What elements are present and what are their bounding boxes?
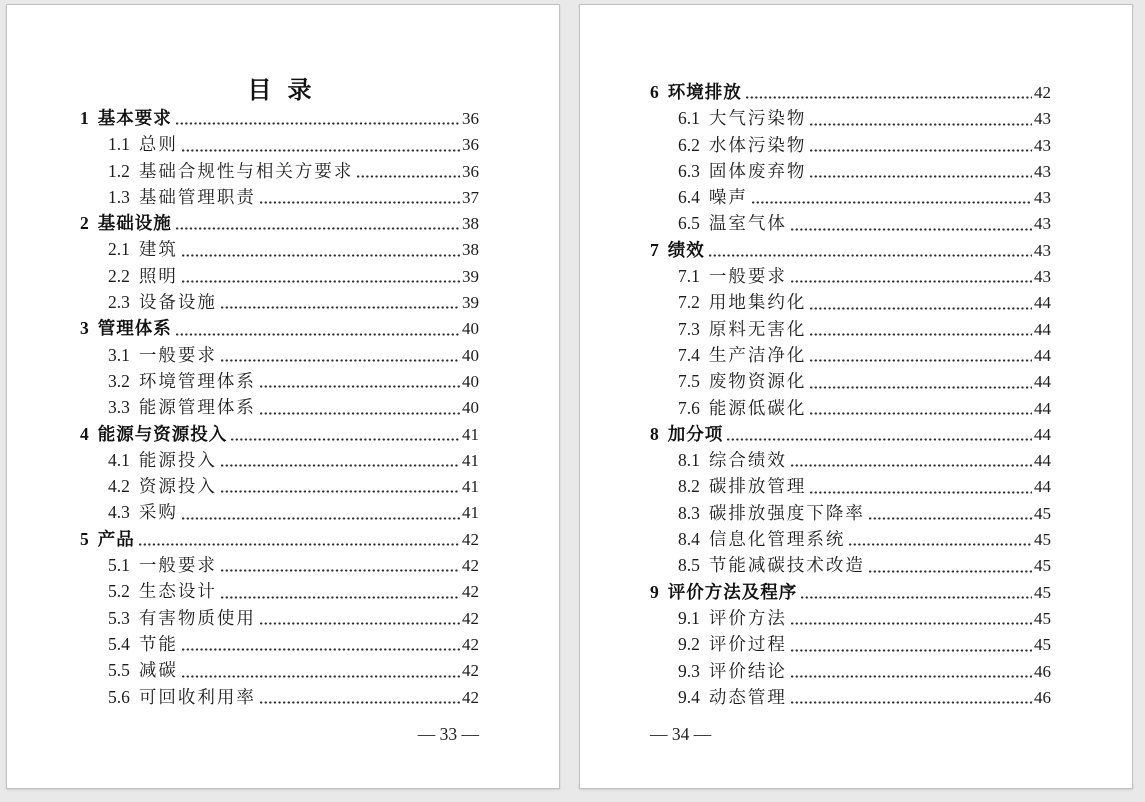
toc-entry-number: 5.6 <box>108 686 130 707</box>
toc-entry-number: 5 <box>80 528 89 549</box>
toc-entry[interactable] <box>650 473 1051 499</box>
toc-entry[interactable] <box>650 210 1051 236</box>
toc-entry[interactable] <box>650 158 1051 184</box>
dot-leader <box>791 684 1032 710</box>
toc-entry-label: 综合绩效 <box>708 450 787 471</box>
toc-entry-label: 固体废弃物 <box>708 160 807 181</box>
dot-leader <box>810 132 1032 158</box>
toc-entry-page: 36 <box>462 109 479 128</box>
toc-entry-number: 9 <box>650 581 659 602</box>
toc-entry-number: 1.1 <box>108 134 130 155</box>
dot-leader <box>182 263 460 289</box>
toc-entry-page: 46 <box>1034 661 1051 681</box>
toc-entry-label: 信息化管理系统 <box>708 529 846 550</box>
toc-entry-number: 4.1 <box>108 449 130 470</box>
dot-leader <box>260 184 460 210</box>
toc-entry-label: 基础合规性与相关方要求 <box>138 160 354 181</box>
toc-entry-number: 1.2 <box>108 160 130 181</box>
toc-entry-page: 44 <box>1034 424 1051 444</box>
toc-entry-number: 6.3 <box>678 160 700 181</box>
dot-leader <box>176 210 460 236</box>
dot-leader <box>791 263 1032 289</box>
toc-entry[interactable] <box>650 342 1051 368</box>
toc-entry[interactable] <box>80 158 479 184</box>
toc-entry-page: 41 <box>462 450 479 470</box>
toc-list-right <box>650 79 1051 710</box>
toc-entry-label: 一般要求 <box>138 555 217 576</box>
toc-entry-label: 能源与资源投入 <box>97 423 228 444</box>
toc-entry[interactable] <box>650 105 1051 131</box>
dot-leader <box>221 447 460 473</box>
dot-leader <box>810 289 1032 315</box>
toc-entry-page: 42 <box>462 634 479 654</box>
toc-entry-number: 2.2 <box>108 265 130 286</box>
dot-leader <box>810 395 1032 421</box>
toc-entry-page: 45 <box>1034 503 1051 523</box>
toc-entry-label: 评价结论 <box>708 660 787 681</box>
toc-entry-label: 减碳 <box>138 660 178 681</box>
toc-entry-page: 42 <box>462 608 479 628</box>
dot-leader <box>709 237 1032 263</box>
toc-entry-number: 7.6 <box>678 397 700 418</box>
dot-leader <box>801 579 1032 605</box>
toc-entry-label: 原料无害化 <box>708 318 807 339</box>
toc-entry-label: 能源投入 <box>138 449 217 470</box>
dot-leader <box>810 105 1032 131</box>
toc-entry-label: 基本要求 <box>97 108 172 128</box>
toc-entry[interactable] <box>650 552 1051 578</box>
toc-entry-label: 温室气体 <box>708 213 787 234</box>
toc-entry-label: 废物资源化 <box>708 371 807 392</box>
toc-entry-number: 7.1 <box>678 266 700 287</box>
toc-entry-page: 36 <box>462 161 479 181</box>
toc-entry-page: 44 <box>1034 293 1051 313</box>
dot-leader <box>791 447 1032 473</box>
toc-entry-label: 动态管理 <box>708 686 787 707</box>
toc-entry-page: 45 <box>1034 556 1051 576</box>
dot-leader <box>869 500 1032 526</box>
toc-entry-label: 碳排放强度下降率 <box>708 502 865 523</box>
dot-leader <box>810 316 1032 342</box>
toc-entry[interactable] <box>80 105 479 131</box>
dot-leader <box>869 552 1032 578</box>
toc-entry-number: 4.2 <box>108 476 130 497</box>
toc-entry-page: 40 <box>462 371 479 391</box>
toc-entry[interactable] <box>650 421 1051 447</box>
page-33 <box>6 4 560 789</box>
toc-entry-page: 44 <box>1034 319 1051 339</box>
toc-entry-page: 41 <box>462 424 479 444</box>
toc-entry-label: 基础管理职责 <box>138 186 256 207</box>
toc-entry-label: 环境排放 <box>667 82 742 102</box>
toc-entry-label: 一般要求 <box>138 344 217 365</box>
toc-entry-label: 环境管理体系 <box>138 370 256 391</box>
toc-entry-page: 40 <box>462 398 479 418</box>
toc-entry[interactable] <box>80 394 479 420</box>
dot-leader <box>221 289 460 315</box>
dot-leader <box>752 184 1032 210</box>
toc-entry-label: 加分项 <box>667 423 724 444</box>
toc-entry[interactable] <box>650 368 1051 394</box>
toc-entry-number: 7.5 <box>678 371 700 392</box>
dot-leader <box>260 605 460 631</box>
toc-entry[interactable] <box>650 684 1051 710</box>
dot-leader <box>260 368 460 394</box>
toc-entry-number: 1.3 <box>108 186 130 207</box>
toc-entry-page: 43 <box>1034 214 1051 234</box>
toc-entry-label: 水体污染物 <box>708 134 807 155</box>
toc-entry-number: 6 <box>650 82 659 102</box>
toc-entry-page: 45 <box>1034 530 1051 550</box>
dot-leader <box>182 236 460 262</box>
toc-entry-label: 大气污染物 <box>708 108 807 129</box>
toc-entry-label: 节能减碳技术改造 <box>708 555 865 576</box>
toc-entry[interactable] <box>80 342 479 368</box>
toc-entry-page: 45 <box>1034 635 1051 655</box>
dot-leader <box>260 684 460 710</box>
toc-entry-label: 可回收利用率 <box>138 686 256 707</box>
toc-entry-label: 生产洁净化 <box>708 344 807 365</box>
toc-entry-page: 38 <box>462 214 479 234</box>
toc-entry[interactable] <box>80 684 479 710</box>
toc-entry-label: 评价方法 <box>708 607 787 628</box>
toc-entry[interactable] <box>80 578 479 604</box>
toc-entry-number: 5.3 <box>108 607 130 628</box>
toc-entry-label: 生态设计 <box>138 581 217 602</box>
dot-leader <box>746 79 1032 105</box>
toc-entry[interactable] <box>650 658 1051 684</box>
dot-leader <box>182 657 460 683</box>
toc-entry-label: 总则 <box>138 134 178 155</box>
toc-entry-number: 5.4 <box>108 633 130 654</box>
toc-entry[interactable] <box>80 236 479 262</box>
dot-leader <box>176 315 460 341</box>
toc-entry[interactable] <box>650 605 1051 631</box>
toc-entry-number: 9.2 <box>678 634 700 655</box>
dot-leader <box>231 421 460 447</box>
toc-entry-number: 8.5 <box>678 555 700 576</box>
toc-entry-page: 42 <box>462 556 479 576</box>
toc-entry-number: 5.2 <box>108 581 130 602</box>
dot-leader <box>810 158 1032 184</box>
toc-entry-number: 3 <box>80 318 89 339</box>
toc-entry[interactable] <box>80 631 479 657</box>
toc-entry[interactable] <box>80 210 479 236</box>
toc-entry-label: 有害物质使用 <box>138 607 256 628</box>
toc-entry-number: 8 <box>650 423 659 444</box>
toc-entry-number: 9.4 <box>678 686 700 707</box>
toc-entry-label: 采购 <box>138 502 178 523</box>
toc-entry[interactable] <box>80 526 479 552</box>
toc-title: 目 录 <box>247 78 312 104</box>
toc-entry-page: 43 <box>1034 267 1051 287</box>
toc-entry-number: 8.4 <box>678 529 700 550</box>
toc-entry-page: 43 <box>1034 240 1051 260</box>
toc-entry-number: 7.3 <box>678 318 700 339</box>
dot-leader <box>791 631 1032 657</box>
toc-entry-page: 42 <box>462 661 479 681</box>
toc-entry-number: 2 <box>80 213 89 234</box>
toc-entry-number: 6.5 <box>678 213 700 234</box>
dot-leader <box>176 105 460 131</box>
toc-entry-page: 43 <box>1034 109 1051 129</box>
dot-leader <box>791 605 1032 631</box>
toc-entry-label: 用地集约化 <box>708 292 807 313</box>
toc-entry-number: 6.4 <box>678 187 700 208</box>
toc-entry-page: 43 <box>1034 135 1051 155</box>
toc-entry-page: 45 <box>1034 608 1051 628</box>
dot-leader <box>221 473 460 499</box>
toc-entry[interactable] <box>650 184 1051 210</box>
toc-entry-page: 44 <box>1034 372 1051 392</box>
toc-entry-number: 6.2 <box>678 134 700 155</box>
dot-leader <box>727 421 1032 447</box>
toc-entry-label: 设备设施 <box>138 292 217 313</box>
toc-entry-page: 42 <box>462 687 479 707</box>
toc-entry[interactable] <box>80 605 479 631</box>
toc-entry-number: 7 <box>650 239 659 260</box>
toc-entry[interactable] <box>650 263 1051 289</box>
toc-entry-number: 7.2 <box>678 292 700 313</box>
toc-entry-label: 评价过程 <box>708 634 787 655</box>
toc-entry-number: 2.3 <box>108 292 130 313</box>
dot-leader <box>810 342 1032 368</box>
toc-entry-page: 45 <box>1034 582 1051 602</box>
toc-entry-label: 节能 <box>138 633 178 654</box>
toc-entry-label: 能源管理体系 <box>138 397 256 418</box>
toc-entry-number: 4 <box>80 423 89 444</box>
toc-entry[interactable] <box>80 184 479 210</box>
toc-entry-number: 9.3 <box>678 660 700 681</box>
toc-entry-number: 3.3 <box>108 397 130 418</box>
dot-leader <box>810 473 1032 499</box>
dot-leader <box>221 552 460 578</box>
toc-entry[interactable] <box>650 237 1051 263</box>
toc-entry-page: 39 <box>462 266 479 286</box>
toc-entry-label: 能源低碳化 <box>708 397 807 418</box>
toc-entry[interactable] <box>650 395 1051 421</box>
toc-entry-label: 资源投入 <box>138 476 217 497</box>
toc-entry-page: 42 <box>1034 83 1051 102</box>
toc-entry-page: 42 <box>462 582 479 602</box>
dot-leader <box>221 342 460 368</box>
dot-leader <box>139 526 460 552</box>
toc-entry[interactable] <box>80 131 479 157</box>
toc-entry-page: 44 <box>1034 477 1051 497</box>
toc-entry-page: 44 <box>1034 398 1051 418</box>
toc-entry-label: 基础设施 <box>97 213 172 234</box>
toc-entry-page: 41 <box>462 503 479 523</box>
toc-entry-number: 8.3 <box>678 502 700 523</box>
toc-entry-number: 1 <box>80 108 89 128</box>
dot-leader <box>182 499 460 525</box>
toc-entry-number: 9.1 <box>678 607 700 628</box>
toc-entry-page: 43 <box>1034 188 1051 208</box>
toc-entry[interactable] <box>650 631 1051 657</box>
toc-entry-page: 42 <box>462 529 479 549</box>
toc-entry[interactable] <box>80 421 479 447</box>
toc-entry-page: 40 <box>462 319 479 339</box>
toc-entry-page: 44 <box>1034 451 1051 471</box>
toc-entry[interactable] <box>80 289 479 315</box>
page-footer-34: — 34 — <box>650 724 712 745</box>
toc-entry[interactable] <box>650 500 1051 526</box>
toc-entry[interactable] <box>650 289 1051 315</box>
toc-entry[interactable] <box>650 316 1051 342</box>
toc-entry[interactable] <box>650 526 1051 552</box>
toc-entry-label: 产品 <box>97 528 135 549</box>
toc-entry-page: 38 <box>462 240 479 260</box>
dot-leader <box>357 158 460 184</box>
toc-entry-number: 5.1 <box>108 555 130 576</box>
toc-entry-page: 46 <box>1034 687 1051 707</box>
toc-entry[interactable] <box>80 552 479 578</box>
toc-entry-number: 8.1 <box>678 450 700 471</box>
toc-entry[interactable] <box>80 263 479 289</box>
toc-entry-number: 8.2 <box>678 476 700 497</box>
toc-list-left <box>80 105 479 710</box>
dot-leader <box>791 210 1032 236</box>
toc-entry-page: 40 <box>462 345 479 365</box>
toc-entry-page: 39 <box>462 293 479 313</box>
toc-entry[interactable] <box>650 132 1051 158</box>
dot-leader <box>182 631 460 657</box>
toc-entry[interactable] <box>80 447 479 473</box>
toc-entry[interactable] <box>80 657 479 683</box>
dot-leader <box>182 131 460 157</box>
toc-entry-number: 7.4 <box>678 344 700 365</box>
dot-leader <box>260 394 460 420</box>
toc-entry-page: 37 <box>462 187 479 207</box>
toc-entry-label: 照明 <box>138 265 178 286</box>
toc-entry[interactable] <box>650 79 1051 105</box>
toc-entry[interactable] <box>650 447 1051 473</box>
toc-entry-label: 建筑 <box>138 239 178 260</box>
toc-entry[interactable] <box>80 368 479 394</box>
page-34 <box>579 4 1133 789</box>
toc-entry-number: 3.1 <box>108 344 130 365</box>
toc-entry-number: 2.1 <box>108 239 130 260</box>
toc-entry[interactable] <box>650 579 1051 605</box>
toc-entry-page: 41 <box>462 477 479 497</box>
toc-entry-page: 36 <box>462 135 479 155</box>
toc-entry[interactable] <box>80 315 479 341</box>
toc-entry-page: 43 <box>1034 161 1051 181</box>
toc-entry-label: 一般要求 <box>708 266 787 287</box>
toc-entry-label: 噪声 <box>708 187 748 208</box>
page-footer-33: — 33 — <box>417 723 479 744</box>
toc-entry-label: 管理体系 <box>97 318 172 339</box>
dot-leader <box>221 578 460 604</box>
toc-entry-number: 4.3 <box>108 502 130 523</box>
dot-leader <box>791 658 1032 684</box>
toc-entry[interactable] <box>80 499 479 525</box>
toc-entry-label: 评价方法及程序 <box>667 581 798 602</box>
toc-entry[interactable] <box>80 473 479 499</box>
toc-entry-number: 3.2 <box>108 370 130 391</box>
toc-entry-label: 碳排放管理 <box>708 476 807 497</box>
dot-leader <box>849 526 1032 552</box>
toc-entry-label: 绩效 <box>667 239 705 260</box>
toc-entry-page: 44 <box>1034 345 1051 365</box>
dot-leader <box>810 368 1032 394</box>
toc-entry-number: 5.5 <box>108 660 130 681</box>
toc-entry-number: 6.1 <box>678 108 700 129</box>
